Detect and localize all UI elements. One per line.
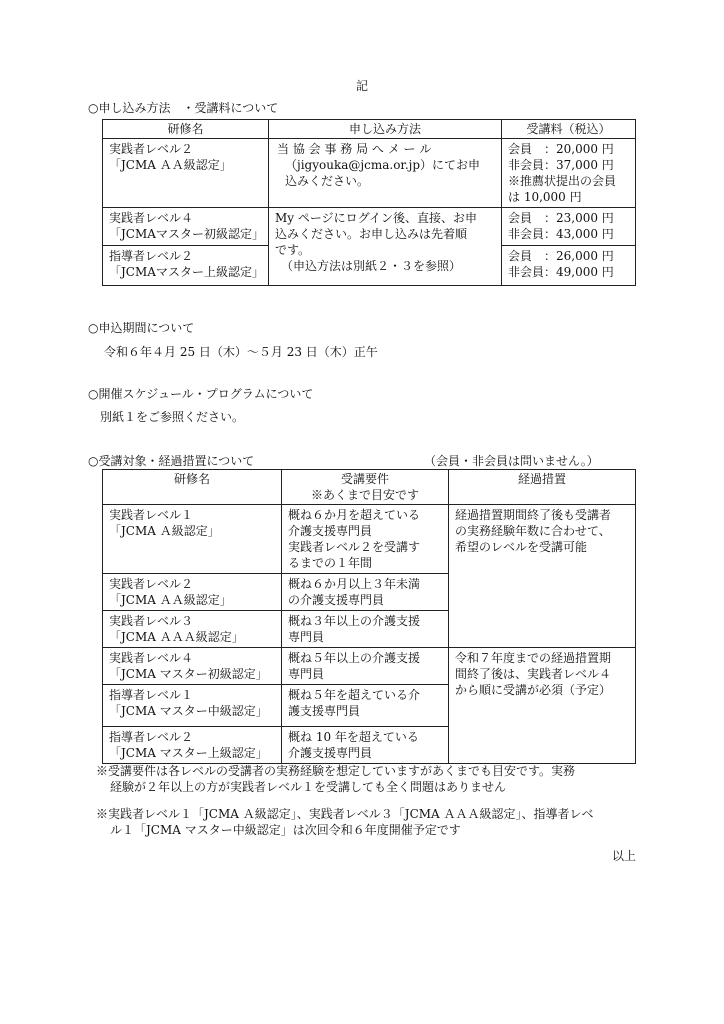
course-name-cell: 実践者レベル３ 「JCMA ＡＡＡ級認定」: [103, 611, 282, 648]
table-row: [103, 648, 636, 685]
course-name-cell: 指導者レベル１ 「JCMA マスター中級認定」: [103, 685, 282, 727]
requirement-cell: 概ね３年以上の介護支援 専門員: [282, 611, 449, 648]
col-header-method: 申し込み方法: [269, 120, 502, 139]
course-name-cell: 実践者レベル４ 「JCMAマスター初級認定」: [103, 208, 269, 246]
application-fee-table: [102, 119, 636, 286]
section-period-title: ○申込期間について: [88, 321, 195, 335]
table-header-row: [103, 470, 636, 505]
table-row: [103, 505, 636, 574]
method-cell: My ページにログイン後、直接、お申 込みください。お申し込みは先着順 です。 （申込方法は別紙２・３を参照）: [269, 208, 502, 286]
note-requirements: ※受講要件は各レベルの受講者の実務経験を想定していますがあくまでも目安です。実務 経験が２年以上の方が実践者レベル１を受講しても全く問題はありません: [96, 764, 576, 794]
requirement-cell: 概ね６か月以上３年未満 の介護支援専門員: [282, 574, 449, 611]
closing-mark: 以上: [611, 849, 636, 863]
fee-cell: 会員 ：26,000 円 非会員：49,000 円: [502, 246, 636, 286]
note-next-session: ※実践者レベル１「JCMA Ａ級認定」、実践者レベル３「JCMA ＡＡＡ級認定」、指導者レベ ル１「JCMA マスター中級認定」は次回令和６年度開催予定です: [96, 807, 594, 837]
fee-cell: 会員 ：20,000 円 非会員：37,000 円 ※推薦状提出の会員 は 10,000 円: [502, 139, 636, 208]
requirement-cell: 概ね５年を超えている介 護支援専門員: [282, 685, 449, 727]
section-application-title: ○申し込み方法 ・受講料について: [88, 101, 279, 115]
course-name-cell: 実践者レベル２ 「JCMA ＡＡ級認定」: [103, 574, 282, 611]
requirement-cell: 概ね６か月を超えている 介護支援専門員 実践者レベル２を受講す るまでの１年間: [282, 505, 449, 574]
table-row: [103, 208, 636, 246]
course-name-cell: 指導者レベル２ 「JCMAマスター上級認定」: [103, 246, 269, 286]
col-header-measure: 経過措置: [449, 470, 636, 505]
table-row: [103, 139, 636, 208]
course-name-cell: 指導者レベル２ 「JCMA マスター上級認定」: [103, 727, 282, 764]
col-header-fee: 受講料（税込）: [502, 120, 636, 139]
application-period: 令和６年４月 25 日（木）～５月 23 日（木）正午: [104, 345, 378, 359]
course-name-cell: 実践者レベル２ 「JCMA ＡＡ級認定」: [103, 139, 269, 208]
eligibility-table: [102, 469, 636, 764]
requirement-cell: 概ね 10 年を超えている 介護支援専門員: [282, 727, 449, 764]
fee-cell: 会員 ：23,000 円 非会員：43,000 円: [502, 208, 636, 246]
section-eligibility-title: ○受講対象・経過措置について: [88, 454, 255, 468]
measure-cell: 経過措置期間終了後も受講者 の実務経験年数に合わせて、 希望のレベルを受講可能: [449, 505, 636, 648]
col-header-requirement: 受講要件 ※あくまで目安です: [282, 470, 449, 505]
course-name-cell: 実践者レベル１ 「JCMA Ａ級認定」: [103, 505, 282, 574]
requirement-cell: 概ね５年以上の介護支援 専門員: [282, 648, 449, 685]
method-cell: 当 協 会 事 務 局 へ メ ー ル （jigyouka@jcma.or.jp）にてお申 込みください。: [269, 139, 502, 208]
measure-cell: 令和７年度までの経過措置期 間終了後は、実践者レベル４ から順に受講が必須（予定）: [449, 648, 636, 764]
schedule-reference: 別紙１をご参照ください。: [100, 410, 245, 424]
col-header-course: 研修名: [103, 470, 282, 505]
document-heading: 記: [355, 79, 368, 93]
course-name-cell: 実践者レベル４ 「JCMA マスター初級認定」: [103, 648, 282, 685]
col-header-course: 研修名: [103, 120, 269, 139]
section-schedule-title: ○開催スケジュール・プログラムについて: [88, 387, 314, 401]
table-header-row: [103, 120, 636, 139]
eligibility-aside: （会員・非会員は問いません。）: [424, 454, 599, 468]
